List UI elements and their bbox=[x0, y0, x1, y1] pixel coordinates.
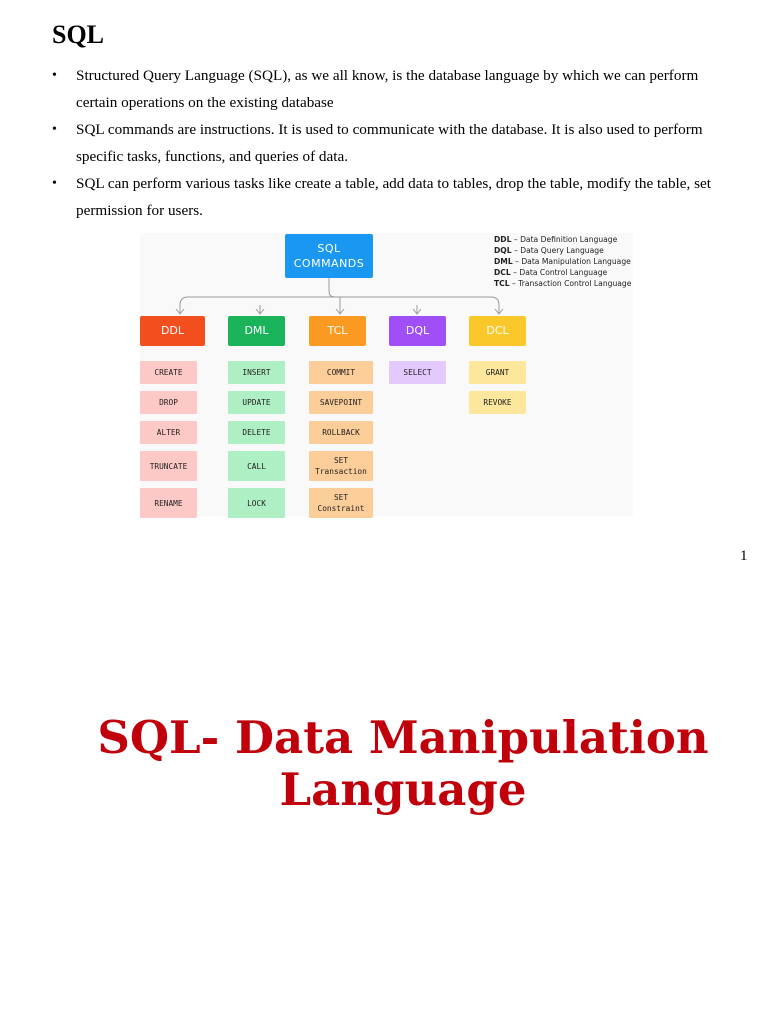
page-heading: SQL bbox=[52, 20, 105, 49]
command-box: DELETE bbox=[228, 421, 285, 444]
root-node bbox=[285, 234, 373, 278]
bullet-dot: • bbox=[52, 122, 57, 137]
command-box: COMMIT bbox=[309, 361, 373, 384]
command-box: UPDATE bbox=[228, 391, 285, 414]
legend-item: DCL – Data Control Language bbox=[494, 268, 608, 277]
command-box: DROP bbox=[140, 391, 197, 414]
category-dml: DML bbox=[228, 316, 285, 346]
category-dcl: DCL bbox=[469, 316, 526, 346]
command-box: INSERT bbox=[228, 361, 285, 384]
bullet-item bbox=[52, 62, 712, 116]
category-dql: DQL bbox=[389, 316, 446, 346]
page-number: 1 bbox=[740, 548, 748, 564]
legend-item: DDL – Data Definition Language bbox=[494, 235, 618, 244]
command-box: CALL bbox=[228, 451, 285, 481]
command-box: GRANT bbox=[469, 361, 526, 384]
bullet-dot: • bbox=[52, 176, 57, 191]
command-box: ROLLBACK bbox=[309, 421, 373, 444]
root-label-line2: COMMANDS bbox=[293, 257, 365, 270]
bullet-text: SQL can perform various tasks like create a table, add data to tables, drop the table, modify the table, set permission for users. bbox=[76, 175, 711, 219]
section-title-line1: SQL- Data Manipulation bbox=[97, 711, 709, 764]
legend-item: DML – Data Manipulation Language bbox=[494, 257, 631, 266]
category-tcl: TCL bbox=[309, 316, 366, 346]
command-box: SAVEPOINT bbox=[309, 391, 373, 414]
section-title-line2: Language bbox=[279, 763, 527, 816]
command-box: SELECT bbox=[389, 361, 446, 384]
root-label-line1: SQL bbox=[317, 242, 341, 255]
category-ddl: DDL bbox=[140, 316, 205, 346]
bullet-text: SQL commands are instructions. It is used to communicate with the database. It is also used to perform specific tasks, functions, and queries of data. bbox=[76, 121, 703, 165]
sql-commands-diagram bbox=[140, 233, 633, 516]
bullet-text: Structured Query Language (SQL), as we all know, is the database language by which we can perform certain operations on the existing database bbox=[76, 67, 699, 111]
command-box: SET Transaction bbox=[309, 451, 373, 481]
legend bbox=[494, 234, 631, 289]
bullet-dot: • bbox=[52, 68, 57, 83]
command-box: REVOKE bbox=[469, 391, 526, 414]
command-box: SET Constraint bbox=[309, 488, 373, 518]
section-title bbox=[0, 712, 768, 816]
command-box: TRUNCATE bbox=[140, 451, 197, 481]
bullet-item bbox=[52, 170, 712, 224]
command-box: RENAME bbox=[140, 488, 197, 518]
legend-item: DQL – Data Query Language bbox=[494, 246, 604, 255]
command-box: CREATE bbox=[140, 361, 197, 384]
legend-item: TCL – Transaction Control Language bbox=[494, 279, 632, 288]
command-box: ALTER bbox=[140, 421, 197, 444]
bullet-item bbox=[52, 116, 712, 170]
bullet-list bbox=[52, 62, 712, 224]
command-box: LOCK bbox=[228, 488, 285, 518]
